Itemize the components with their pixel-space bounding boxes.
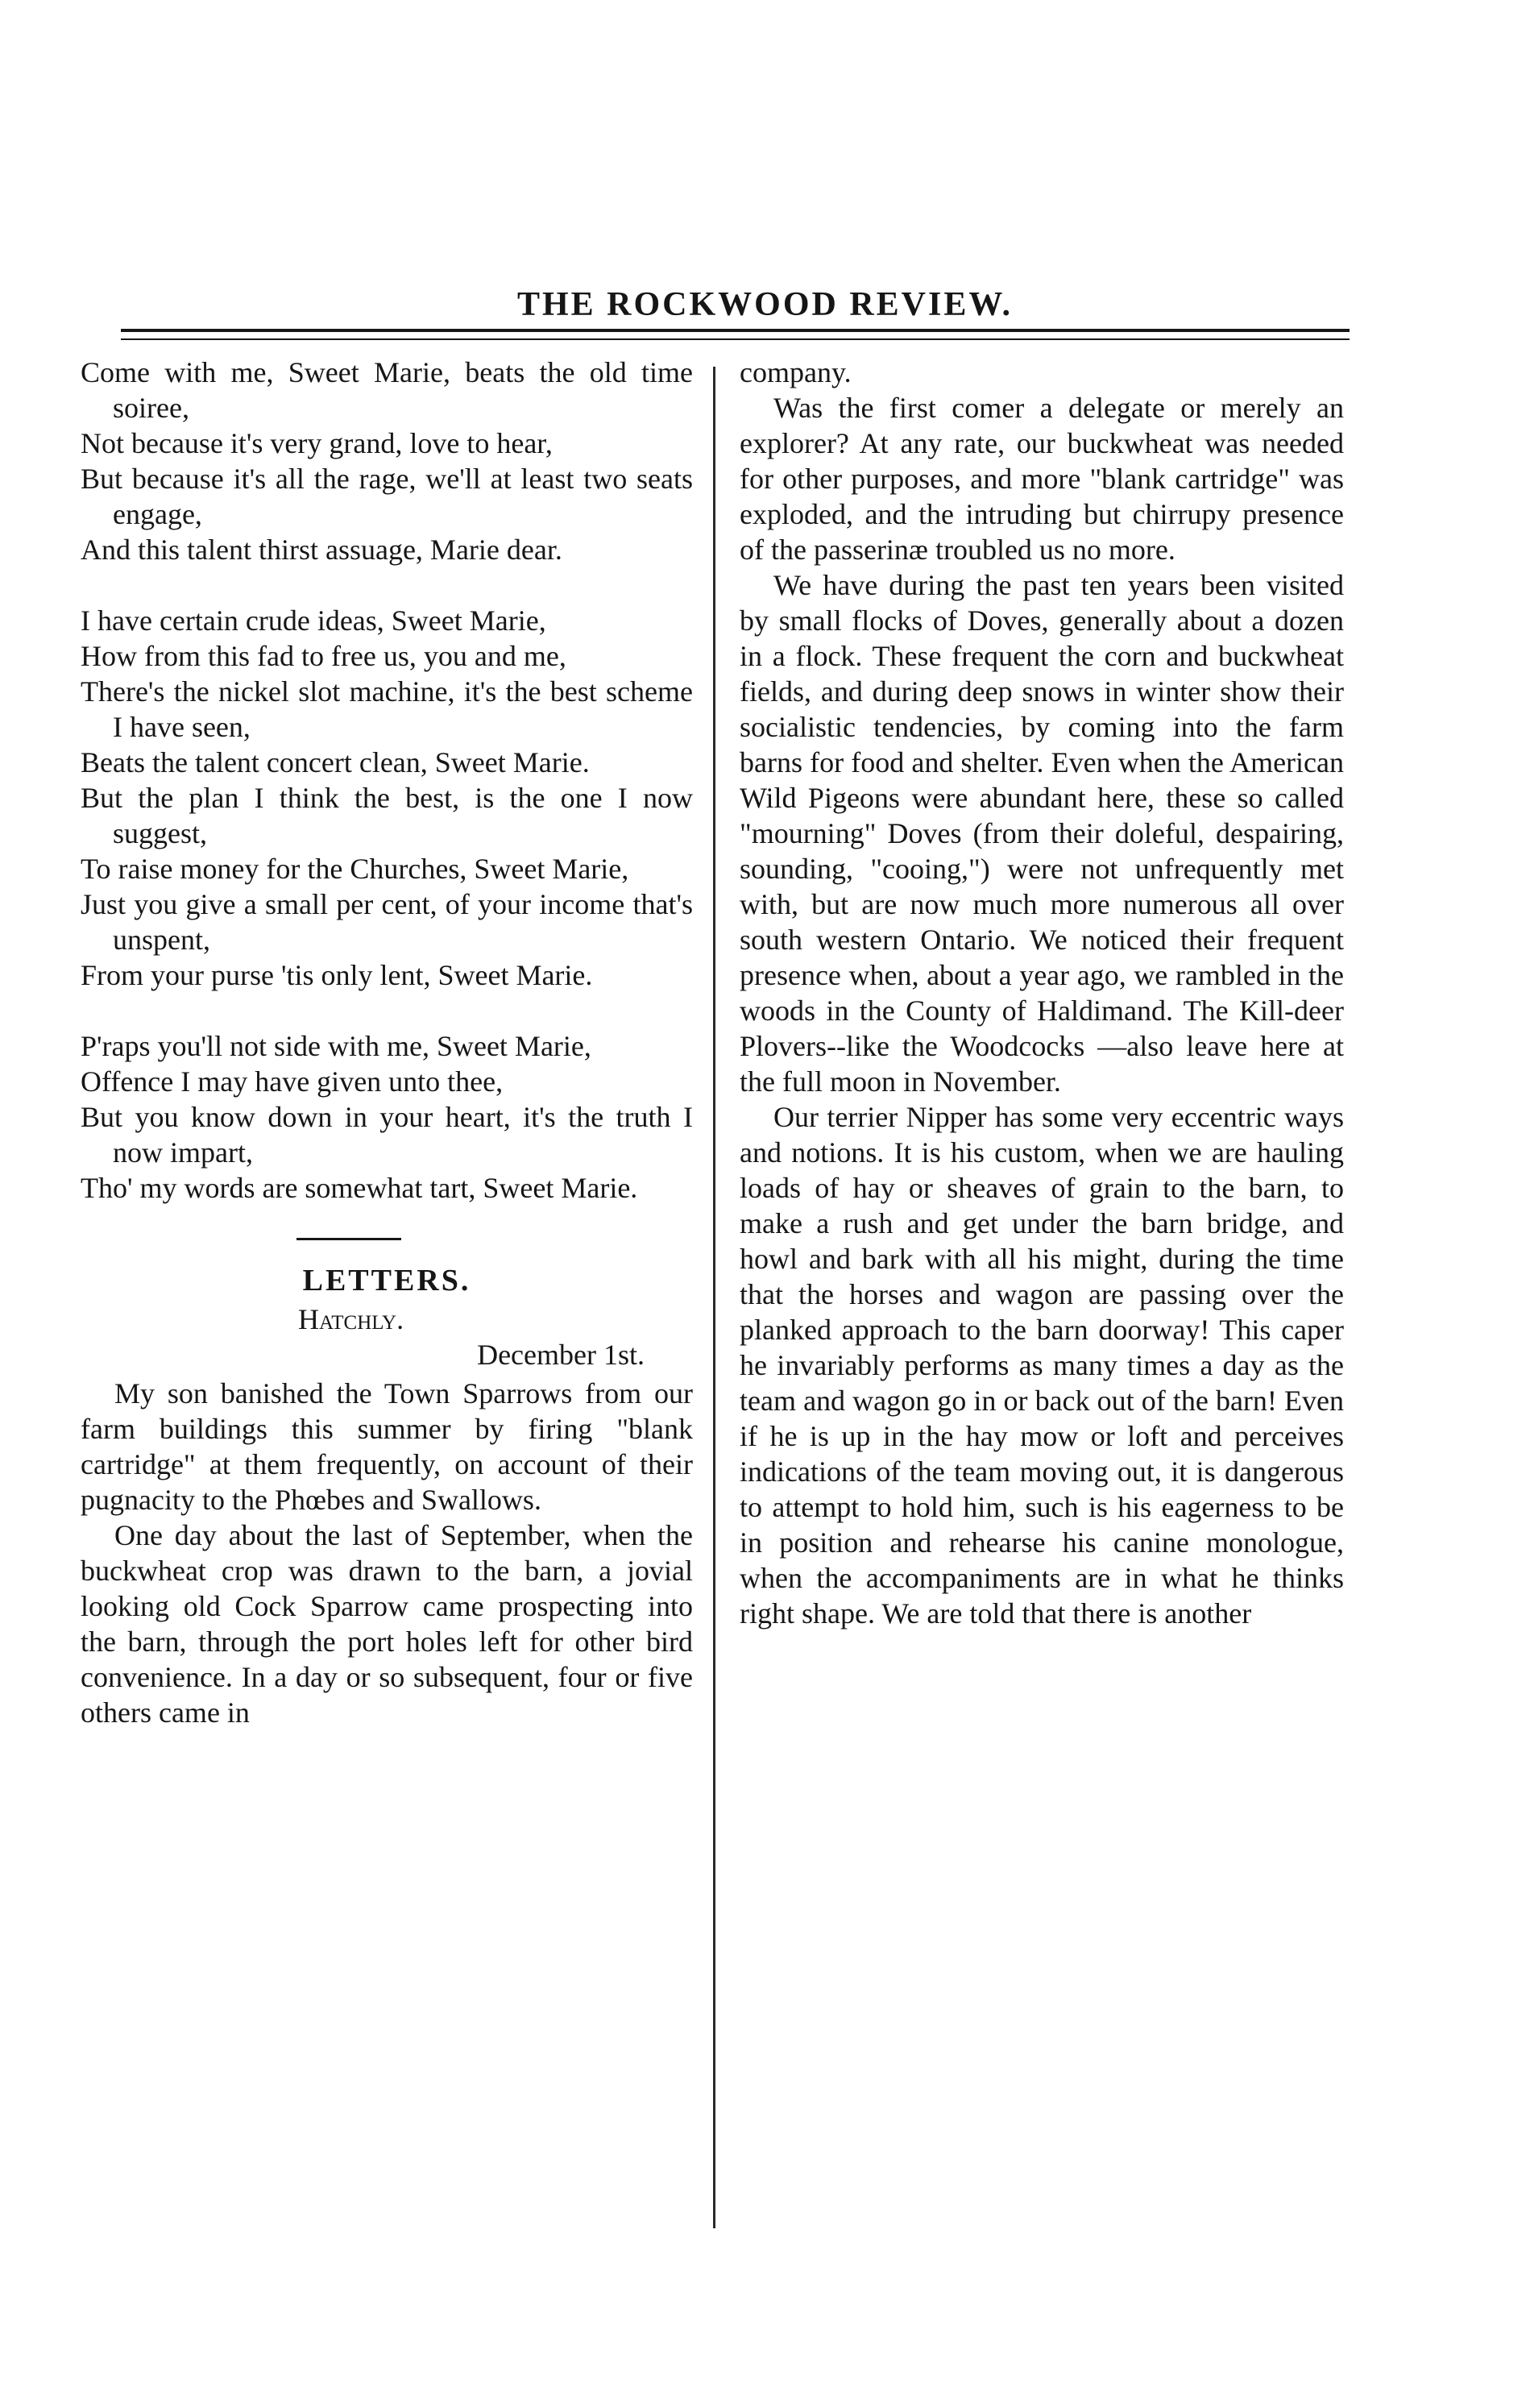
poem-line: But the plan I think the best, is the one I now suggest, [81, 782, 693, 849]
poem-line: But you know down in your heart, it's the truth I now impart, [81, 1101, 693, 1169]
article-paragraph: Our terrier Nipper has some very eccentric ways and notions. It is his custom, when we are hauling loads of hay or sheaves of grain to the barn, to make a rush and get under the barn bridge, and howl and bark with all his might, during the time that the horses and wagon are passing over the planked approach to the barn doorway! This caper he invariably performs as many times a day as the team and wagon go in or back out of the barn! Even if he is up in the hay mow or loft and perceives indications of the team moving out, it is dangerous to attempt to hold him, such is his eagerness to be in position and rehearse his canine monologue, when the accompaniments are in what he thinks right shape. We are told that there is another [740, 1101, 1344, 1630]
letter-paragraph: One day about the last of September, when the buckwheat crop was drawn to the barn, a jovial looking old Cock Sparrow came prospecting into the barn, through the port holes left for other bird convenience. In a day or so subsequent, four or five others came in [81, 1519, 693, 1729]
poem-line: How from this fad to free us, you and me, [81, 640, 566, 672]
poem-line: Beats the talent concert clean, Sweet Marie. [81, 746, 590, 778]
poem-line: I have certain crude ideas, Sweet Marie, [81, 604, 546, 637]
poem-stanza [81, 1028, 693, 1206]
poem-line: Come with me, Sweet Marie, beats the old time soiree, [81, 356, 693, 424]
poem-line: P'raps you'll not side with me, Sweet Marie, [81, 1030, 591, 1062]
left-column [81, 355, 693, 1730]
letters-heading: LETTERS. [302, 1264, 471, 1297]
poem-line: Offence I may have given unto thee, [81, 1065, 504, 1098]
poem-line: Tho' my words are somewhat tart, Sweet Marie. [81, 1172, 638, 1204]
poem-line: Not because it's very grand, love to hear, [81, 427, 553, 459]
article-paragraph: company. [740, 356, 852, 388]
poem-line: But because it's all the rage, we'll at least two seats engage, [81, 463, 693, 530]
page-header: THE ROCKWOOD REVIEW. [516, 286, 1014, 323]
letter-paragraph: My son banished the Town Sparrows from our farm buildings this summer by firing "blank cartridge" at them frequently, on account of their pugnacity to the Phœbes and Swallows. [81, 1377, 693, 1516]
section-divider [296, 1238, 401, 1240]
stanza-gap [81, 993, 693, 1028]
poem-stanza [81, 355, 693, 567]
header-rule-thin [121, 338, 1350, 340]
right-column [740, 355, 1344, 1631]
poem-line: From your purse 'tis only lent, Sweet Marie. [81, 959, 593, 991]
letter-place: Hatchly. [298, 1303, 404, 1335]
poem-line: And this talent thirst assuage, Marie dear. [81, 533, 562, 566]
letter-date: December 1st. [477, 1339, 645, 1371]
poem-line: Just you give a small per cent, of your income that's unspent, [81, 888, 693, 956]
article-paragraph: Was the first comer a delegate or merely an explorer? At any rate, our buckwheat was needed for other purposes, and more "blank cartridge" was exploded, and the intruding but chirrupy presence of the passerinæ troubled us no more. [740, 392, 1344, 566]
poem-stanza [81, 603, 693, 993]
header-rule-thick [121, 329, 1350, 332]
stanza-gap [81, 567, 693, 603]
article-paragraph: We have during the past ten years been visited by small flocks of Doves, generally about a dozen in a flock. These frequent the corn and buckwheat fields, and during deep snows in winter show their socialistic tendencies, by coming into the farm barns for food and shelter. Even when the American Wild Pigeons were abundant here, these so called "mourning" Doves (from their doleful, despairing, sounding, "cooing,") were not unfrequently met with, but are now much more numerous all over south western Ontario. We noticed their frequent presence when, about a year ago, we rambled in the woods in the County of Haldimand. The Kill-deer Plovers--like the Woodcocks —also leave here at the full moon in November. [740, 569, 1344, 1098]
poem-line: To raise money for the Churches, Sweet Marie, [81, 853, 629, 885]
poem-line: There's the nickel slot machine, it's the best scheme I have seen, [81, 675, 693, 743]
column-divider [713, 367, 715, 2228]
